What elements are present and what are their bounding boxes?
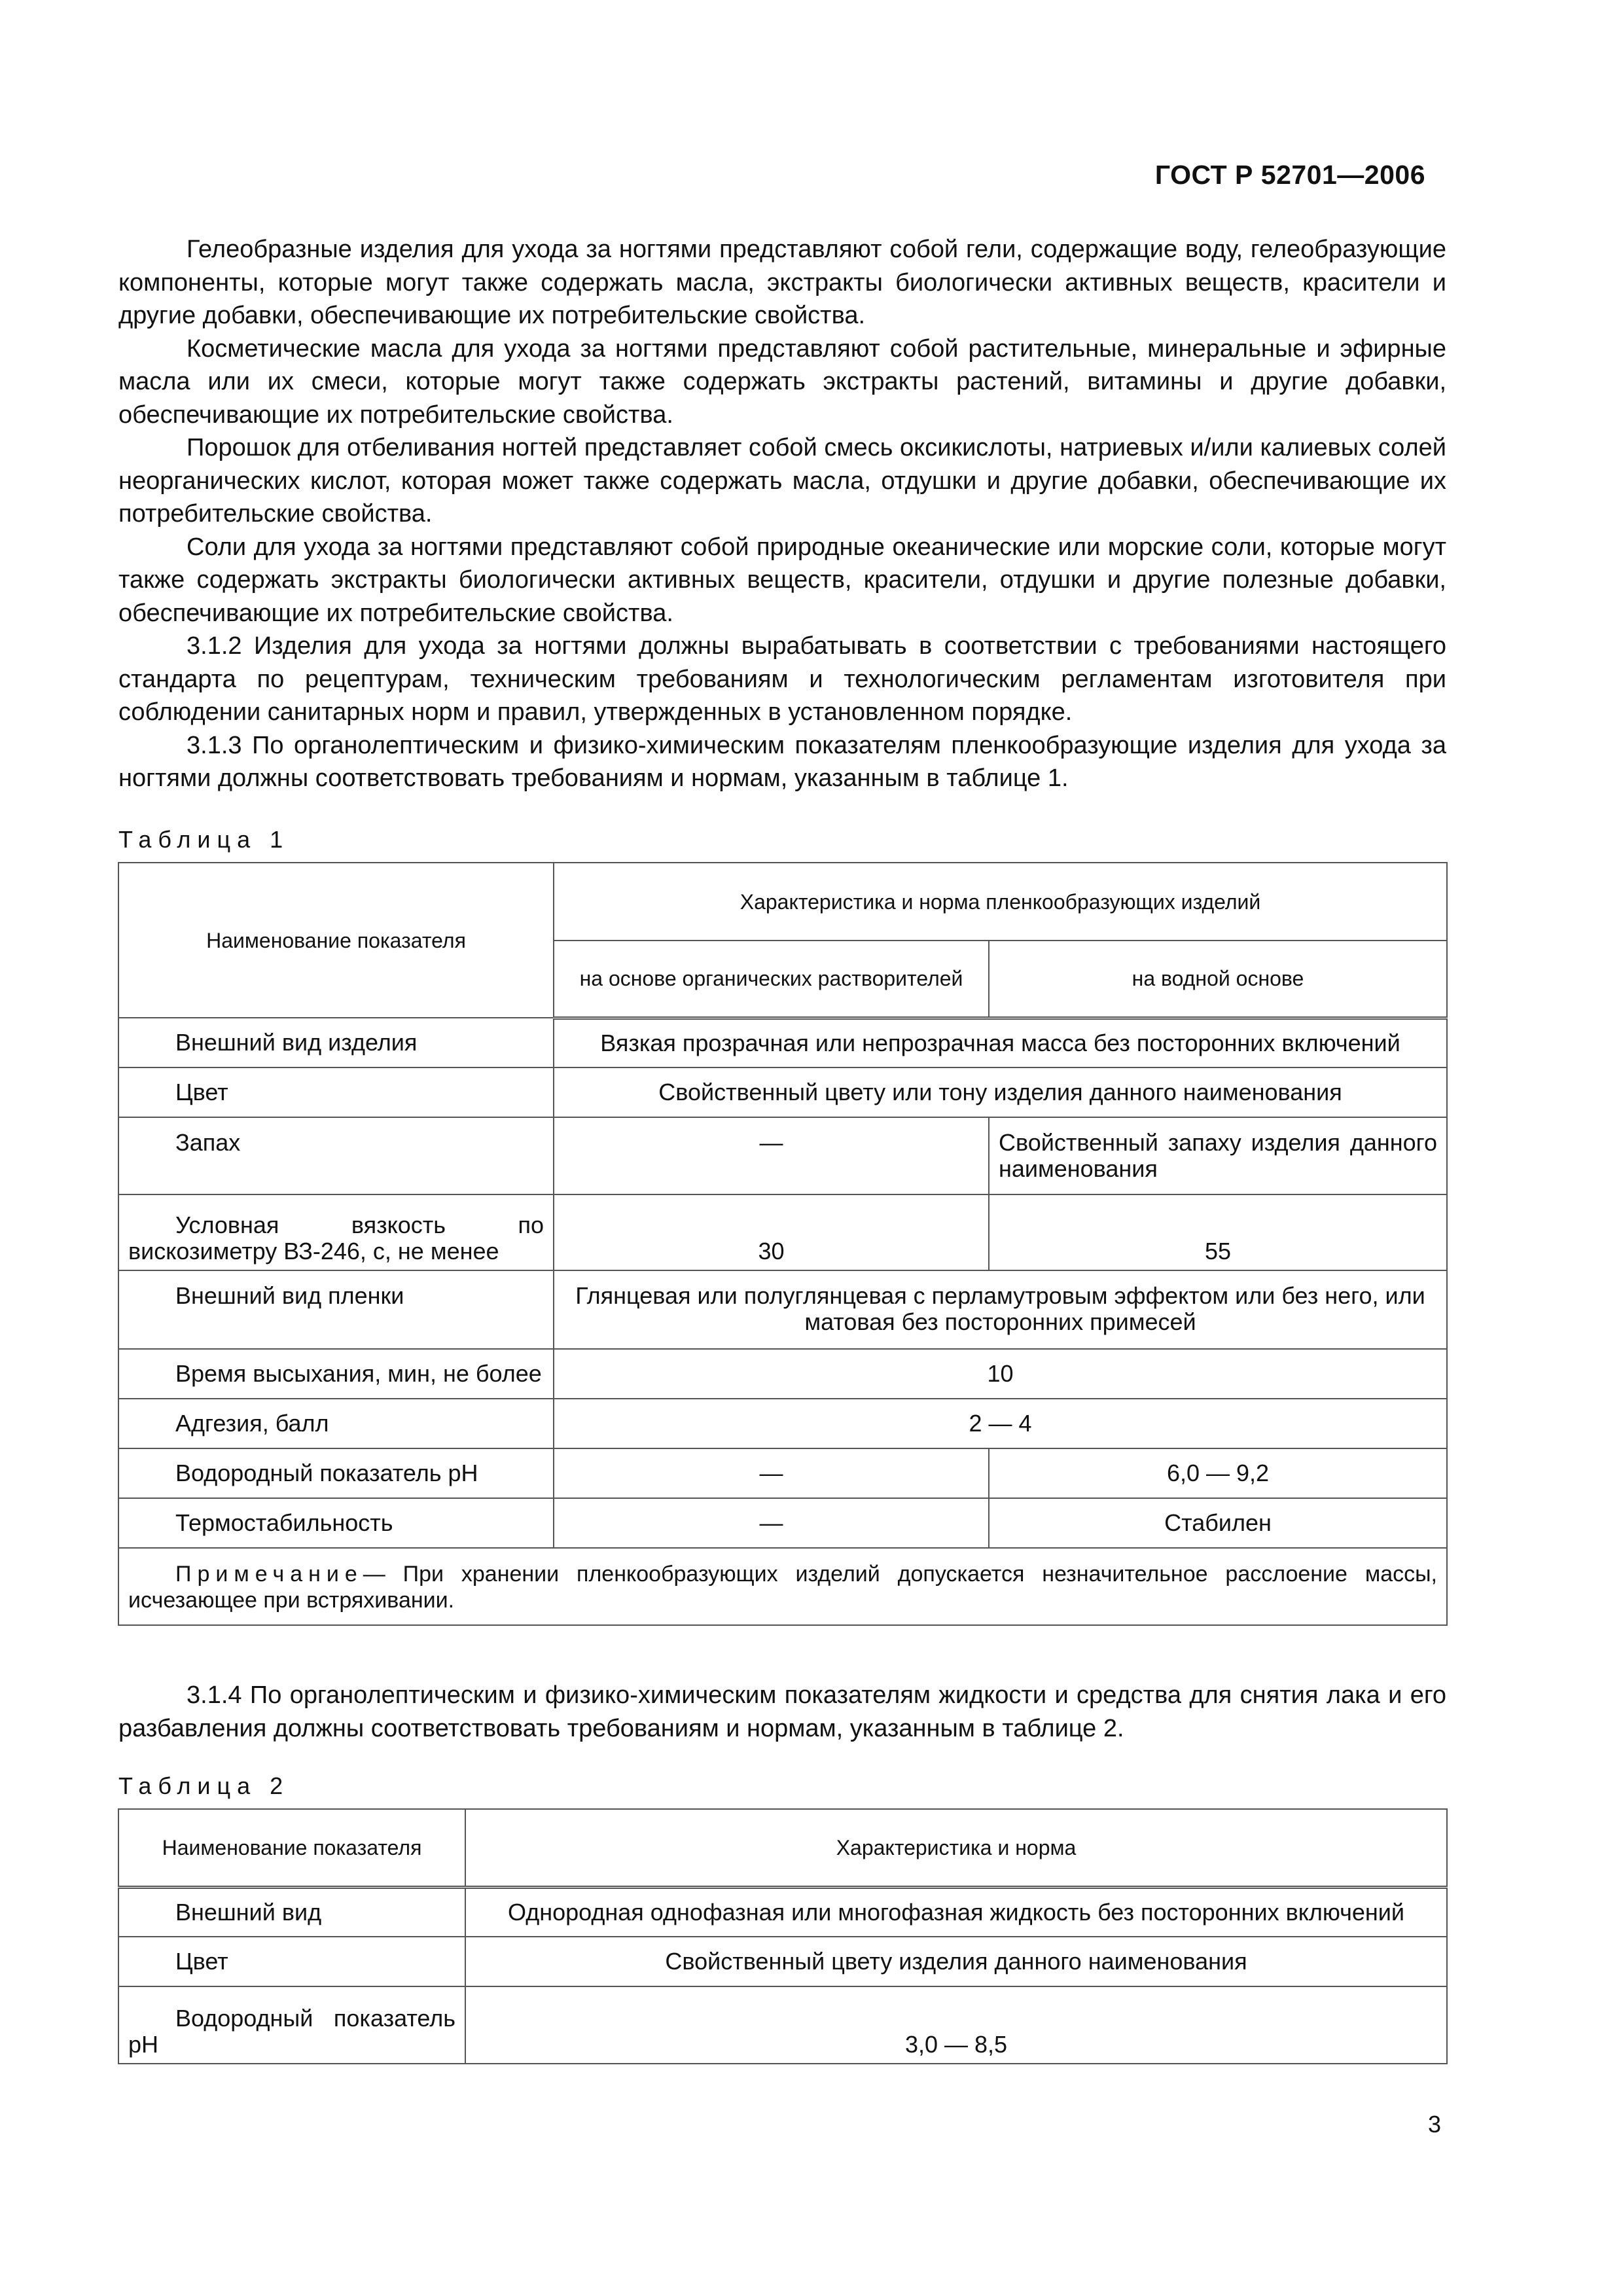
table-cell: Термостабильность xyxy=(118,1498,554,1548)
table-cell: — xyxy=(554,1448,989,1498)
table1-header-name: Наименование показателя xyxy=(118,863,554,1018)
table2-header-value: Характеристика и норма xyxy=(465,1809,1447,1887)
page-number: 3 xyxy=(1427,2111,1441,2138)
paragraph: Гелеобразные изделия для ухода за ногтями представляют собой гели, содержащие воду, гелеобразующие компоненты, которые могут также содержать масла, экстракты биологически активных веществ, красители и другие добавки, обеспечивающие их потребительские свойства. xyxy=(118,236,1446,329)
table-cell: Время высыхания, мин, не более xyxy=(118,1349,554,1399)
table-cell: 2 — 4 xyxy=(554,1399,1447,1448)
table-cell: 3,0 — 8,5 xyxy=(465,1986,1447,2064)
table-cell: 30 xyxy=(554,1194,989,1270)
table-cell: Водородный показатель pH xyxy=(118,1448,554,1498)
table-cell: 6,0 — 9,2 xyxy=(989,1448,1447,1498)
table-cell: 55 xyxy=(989,1194,1447,1270)
paragraph: 3.1.4 По органолептическим и физико-химическим показателям жидкости и средства для снятия лака и его разбавления должны соответствовать требованиям и нормам, указанным в таблице 2. xyxy=(118,1681,1446,1742)
paragraph: Порошок для отбеливания ногтей представляет собой смесь оксикислоты, натриевых и/или калиевых солей неорганических кислот, которая может также содержать масла, отдушки и другие добавки, обеспечивающие их потребительские свойства. xyxy=(118,434,1446,528)
table-cell: — xyxy=(554,1117,989,1194)
table-cell: Внешний вид пленки xyxy=(118,1270,554,1349)
table-cell: Свойственный запаху изделия данного наименования xyxy=(989,1117,1447,1194)
table-cell: Глянцевая или полуглянцевая с перламутровым эффектом или без него, или матовая без посторонних примесей xyxy=(554,1270,1447,1349)
document-id: ГОСТ Р 52701—2006 xyxy=(1154,160,1425,190)
table-cell: Вязкая прозрачная или непрозрачная масса без посторонних включений xyxy=(554,1018,1447,1067)
table2 xyxy=(118,1808,1448,2064)
body-text-mid xyxy=(118,1679,1446,1745)
table1-header-water: на водной основе xyxy=(989,941,1447,1018)
table1-note xyxy=(118,1548,1447,1625)
note-text: — При хранении пленкообразующих изделий допускается незначительное расслоение массы, исчезающее при встряхивании. xyxy=(128,1562,1437,1613)
table-cell: Свойственный цвету или тону изделия данного наименования xyxy=(554,1067,1447,1117)
table2-caption: Таблица 2 xyxy=(118,1772,290,1799)
table1-header-organic: на основе органических растворителей xyxy=(554,941,989,1018)
paragraph: 3.1.3 По органолептическим и физико-химическим показателям пленкообразующие изделия для ухода за ногтями должны соответствовать требованиям и нормам, указанным в таблице 1. xyxy=(118,731,1446,792)
table-cell: Цвет xyxy=(118,1067,554,1117)
table1-caption: Таблица 1 xyxy=(118,826,290,853)
paragraph: 3.1.2 Изделия для ухода за ногтями должны вырабатывать в соответствии с требованиями настоящего стандарта по рецептурам, техническим требованиям и технологическим регламентам изготовителя при соблюдении санитарных норм и правил, утвержденных в установленном порядке. xyxy=(118,632,1446,726)
table-cell: Водородный показатель pH xyxy=(118,1986,465,2064)
paragraph: Соли для ухода за ногтями представляют собой природные океанические или морские соли, которые могут также содержать экстракты биологически активных веществ, красители, отдушки и другие полезные добавки, обеспечивающие их потребительские свойства. xyxy=(118,533,1446,627)
table-cell: Цвет xyxy=(118,1937,465,1986)
table-cell: Внешний вид изделия xyxy=(118,1018,554,1067)
table-cell: Внешний вид xyxy=(118,1887,465,1937)
table-cell: Однородная однофазная или многофазная жидкость без посторонних включений xyxy=(465,1887,1447,1937)
table1-header-group: Характеристика и норма пленкообразующих изделий xyxy=(554,863,1447,941)
table-cell: Адгезия, балл xyxy=(118,1399,554,1448)
table-cell: Свойственный цвету изделия данного наименования xyxy=(465,1937,1447,1986)
body-text-top xyxy=(118,233,1446,795)
table-cell: Условная вязкость по вискозиметру ВЗ-246, с, не менее xyxy=(118,1194,554,1270)
paragraph: Косметические масла для ухода за ногтями представляют собой растительные, минеральные и эфирные масла или их смеси, которые могут также содержать экстракты растений, витамины и другие добавки, обеспечивающие их потребительские свойства. xyxy=(118,334,1446,429)
table2-header-name: Наименование показателя xyxy=(118,1809,465,1887)
table-cell: Стабилен xyxy=(989,1498,1447,1548)
note-label: Примечание xyxy=(175,1562,363,1587)
table-cell: Запах xyxy=(118,1117,554,1194)
table1 xyxy=(118,862,1448,1626)
table-cell: 10 xyxy=(554,1349,1447,1399)
table-cell: — xyxy=(554,1498,989,1548)
